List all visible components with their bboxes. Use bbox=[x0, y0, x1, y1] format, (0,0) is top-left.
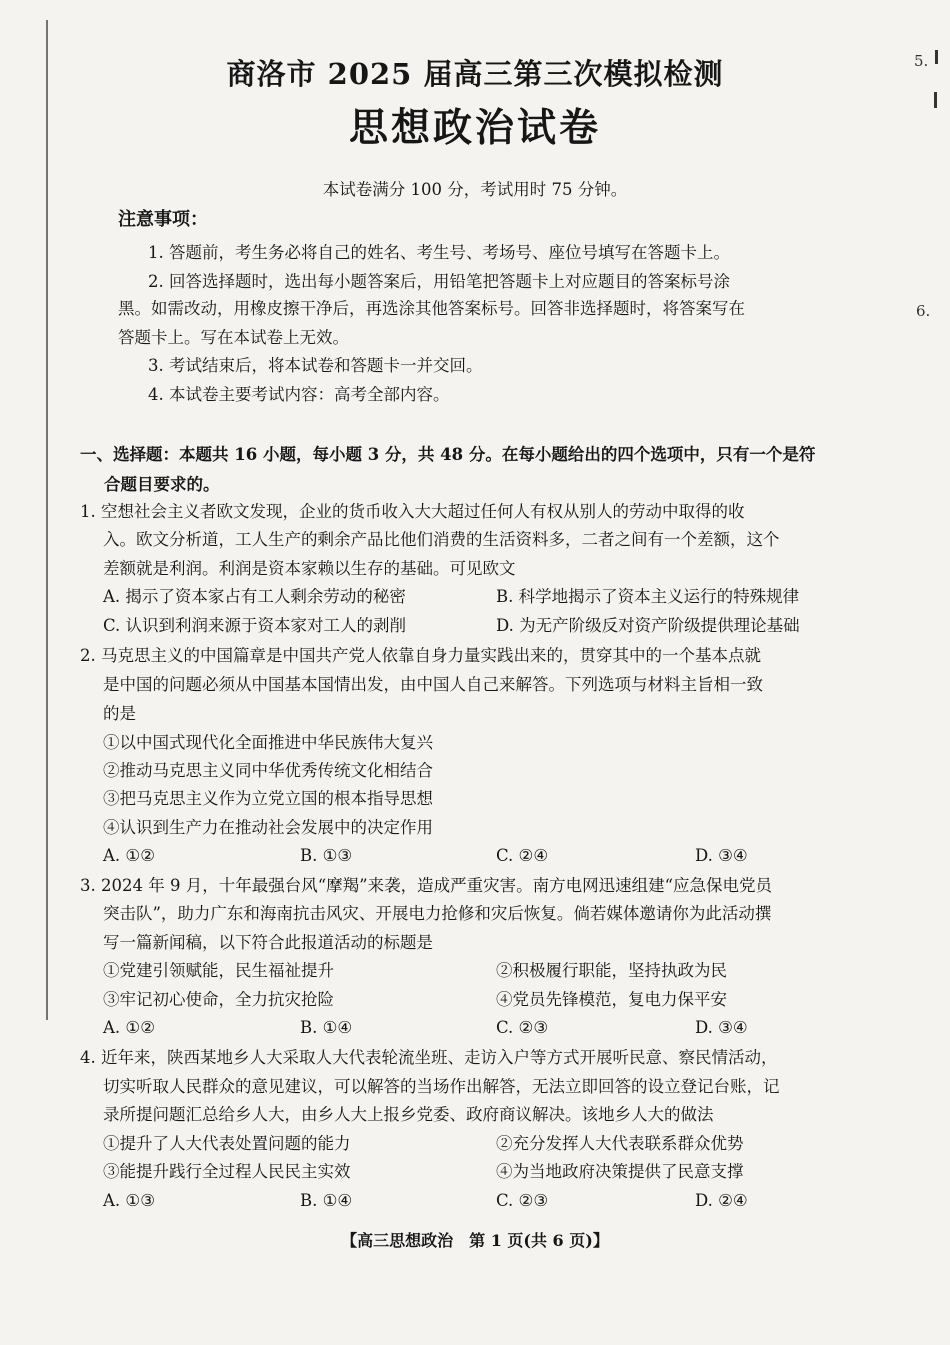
question-3-stem: 写一篇新闻稿，以下符合此报道活动的标题是 bbox=[103, 933, 433, 952]
question-4-stem: 切实听取人民群众的意见建议，可以解答的当场作出解答，无法立即回答的设立登记台账，记 bbox=[103, 1077, 780, 1096]
question-1-stem: 差额就是利润。利润是资本家赖以生存的基础。可见欧文 bbox=[103, 559, 516, 578]
question-2-item: ③把马克思主义作为立党立国的根本指导思想 bbox=[103, 789, 433, 808]
question-2-item: ②推动马克思主义同中华优秀传统文化相结合 bbox=[103, 761, 433, 780]
question-3-option-a[interactable]: A. ①② bbox=[103, 1018, 155, 1037]
question-3-item: ④党员先锋模范，复电力保平安 bbox=[496, 990, 727, 1009]
notice-line: 1. 答题前，考生务必将自己的姓名、考生号、考场号、座位号填写在答题卡上。 bbox=[148, 243, 730, 262]
notice-line: 4. 本试卷主要考试内容：高考全部内容。 bbox=[148, 385, 450, 404]
question-1-option-c[interactable]: C. 认识到利润来源于资本家对工人的剥削 bbox=[103, 616, 407, 635]
question-2-stem: 是中国的问题必须从中国基本国情出发，由中国人自己来解答。下列选项与材料主旨相一致 bbox=[103, 675, 763, 694]
edge-mark-top: 5. bbox=[914, 52, 929, 70]
question-3-item: ①党建引领赋能，民生福祉提升 bbox=[103, 961, 334, 980]
question-2-option-d[interactable]: D. ③④ bbox=[695, 846, 748, 865]
question-3-option-b[interactable]: B. ①④ bbox=[300, 1018, 353, 1037]
notice-line: 答题卡上。写在本试卷上无效。 bbox=[118, 328, 349, 347]
section-heading-line2: 合题目要求的。 bbox=[104, 475, 220, 494]
notice-heading: 注意事项： bbox=[118, 209, 208, 230]
binding-line bbox=[46, 20, 48, 1020]
section-heading bbox=[80, 440, 880, 500]
edge-mark-mid: 6. bbox=[916, 302, 931, 320]
notice-line: 黑。如需改动，用橡皮擦干净后，再选涂其他答案标号。回答非选择题时，将答案写在 bbox=[118, 299, 745, 318]
exam-title: 商洛市 2025 届高三第三次模拟检测 bbox=[226, 57, 724, 91]
notice-line: 2. 回答选择题时，选出每小题答案后，用铅笔把答题卡上对应题目的答案标号涂 bbox=[148, 272, 730, 291]
question-4-option-a[interactable]: A. ①③ bbox=[103, 1191, 155, 1210]
question-3-option-d[interactable]: D. ③④ bbox=[695, 1018, 748, 1037]
question-4-option-c[interactable]: C. ②③ bbox=[496, 1191, 549, 1210]
question-1-stem: 入。欧文分析道，工人生产的剩余产品比他们消费的生活资料多，二者之间有一个差额，这个 bbox=[103, 530, 780, 549]
question-4-item: ②充分发挥人大代表联系群众优势 bbox=[496, 1134, 744, 1153]
question-4-item: ③能提升践行全过程人民民主实效 bbox=[103, 1162, 351, 1181]
exam-info: 本试卷满分 100 分，考试用时 75 分钟。 bbox=[322, 180, 628, 199]
question-3-item: ②积极履行职能，坚持执政为民 bbox=[496, 961, 727, 980]
question-2-option-a[interactable]: A. ①② bbox=[103, 846, 155, 865]
question-1-option-b[interactable]: B. 科学地揭示了资本主义运行的特殊规律 bbox=[496, 587, 800, 606]
question-2-item: ④认识到生产力在推动社会发展中的决定作用 bbox=[103, 818, 433, 837]
exam-subject-title: 思想政治试卷 bbox=[348, 106, 601, 151]
question-1-stem: 1. 空想社会主义者欧文发现，企业的货币收入大大超过任何人有权从别人的劳动中取得的收 bbox=[80, 502, 745, 521]
question-2-option-c[interactable]: C. ②④ bbox=[496, 846, 549, 865]
question-4-option-b[interactable]: B. ①④ bbox=[300, 1191, 353, 1210]
question-2-option-b[interactable]: B. ①③ bbox=[300, 846, 353, 865]
question-4-stem: 4. 近年来，陕西某地乡人大采取人大代表轮流坐班、走访入户等方式开展听民意、察民情活动， bbox=[80, 1048, 778, 1067]
question-4-item: ④为当地政府决策提供了民意支撑 bbox=[496, 1162, 744, 1181]
question-2-stem: 2. 马克思主义的中国篇章是中国共产党人依靠自身力量实践出来的，贯穿其中的一个基本点就 bbox=[80, 646, 761, 665]
question-2-stem: 的是 bbox=[103, 704, 136, 723]
question-3-option-c[interactable]: C. ②③ bbox=[496, 1018, 549, 1037]
section-heading-line1: 一、选择题：本题共 16 小题，每小题 3 分，共 48 分。在每小题给出的四个选项中，只有一个是符 bbox=[80, 445, 816, 464]
notice-line: 3. 考试结束后，将本试卷和答题卡一并交回。 bbox=[148, 356, 483, 375]
question-3-item: ③牢记初心使命，全力抗灾抢险 bbox=[103, 990, 334, 1009]
question-2-item: ①以中国式现代化全面推进中华民族伟大复兴 bbox=[103, 733, 433, 752]
question-1-option-a[interactable]: A. 揭示了资本家占有工人剩余劳动的秘密 bbox=[103, 587, 406, 606]
question-1-option-d[interactable]: D. 为无产阶级反对资产阶级提供理论基础 bbox=[496, 616, 800, 635]
question-3-stem: 3. 2024 年 9 月，十年最强台风“摩羯”来袭，造成严重灾害。南方电网迅速组建“应急保电党员 bbox=[80, 876, 773, 895]
question-4-option-d[interactable]: D. ②④ bbox=[695, 1191, 748, 1210]
question-3-stem: 突击队”，助力广东和海南抗击风灾、开展电力抢修和灾后恢复。倘若媒体邀请你为此活动撰 bbox=[103, 904, 772, 923]
question-4-stem: 录所提问题汇总给乡人大，由乡人大上报乡党委、政府商议解决。该地乡人大的做法 bbox=[103, 1105, 714, 1124]
question-4-item: ①提升了人大代表处置问题的能力 bbox=[103, 1134, 351, 1153]
page-footer: 【高三思想政治 第 1 页(共 6 页)】 bbox=[341, 1231, 609, 1250]
